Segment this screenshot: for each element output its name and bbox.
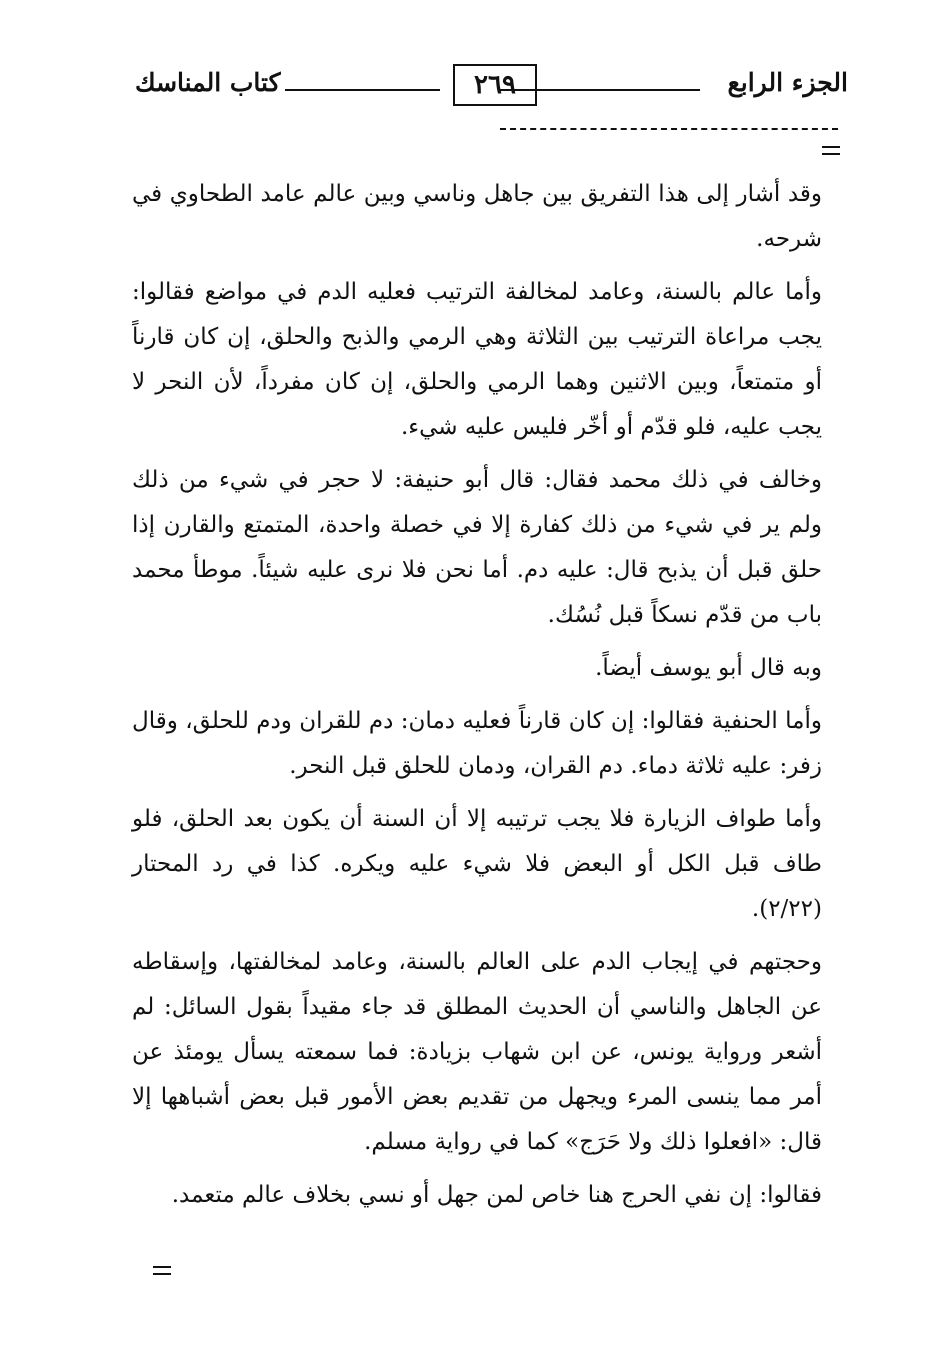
paragraph: وأما عالم بالسنة، وعامد لمخالفة الترتيب فعليه الدم في مواضع فقالوا: يجب مراعاة الترتيب بين الثلاثة وهي الرمي والذبح والحلق، إن كان قارناً أو متمتعاً، وبين الاثنين وهما الرمي والحلق، إن كان مفرداً، لأن النحر لا يجب عليه، فلو قدّم أو أخّر فليس عليه شيء. [132, 279, 822, 440]
paragraph: وحجتهم في إيجاب الدم على العالم بالسنة، وعامد لمخالفتها، وإسقاطه عن الجاهل والناسي أن الحديث المطلق قد جاء مقيداً بقول السائل: لم أشعر ورواية يونس، عن ابن شهاب بزيادة: فما سمعته يسأل يومئذ عن أمر مما ينسى المرء ويجهل من تقديم بعض الأمور قبل بعض أشباهها إلا قال: «افعلوا ذلك ولا حَرَج» كما في رواية مسلم. [132, 949, 822, 1155]
header-dashed-rule [500, 128, 838, 130]
body-text [132, 172, 822, 1226]
volume-title: الجزء الرابع [727, 68, 848, 97]
paragraph: فقالوا: إن نفي الحرج هنا خاص لمن جهل أو نسي بخلاف عالم متعمد. [171, 1182, 822, 1208]
book-title: كتاب المناسك [135, 68, 281, 97]
paragraph: وأما طواف الزيارة فلا يجب ترتيبه إلا أن السنة أن يكون بعد الحلق، فلو طاف قبل الكل أو البعض فلا شيء عليه ويكره. كذا في رد المحتار (٢/٢٢). [132, 806, 822, 922]
paragraph: وبه قال أبو يوسف أيضاً. [595, 655, 822, 681]
header-rule-left [285, 89, 440, 91]
running-header [135, 64, 848, 110]
paragraph: وخالف في ذلك محمد فقال: قال أبو حنيفة: لا حجر في شيء من ذلك ولم ير في شيء من ذلك كفارة إلا في خصلة واحدة، المتمتع والقارن إذا حلق قبل أن يذبح قال: عليه دم. أما نحن فلا نرى عليه شيئاً. موطأ محمد باب من قدّم نسكاً قبل نُسُك. [132, 467, 822, 628]
paragraph: وأما الحنفية فقالوا: إن كان قارناً فعليه دمان: دم للقران ودم للحلق، وقال زفر: عليه ثلاثة دماء. دم القران، ودمان للحلق قبل النحر. [132, 708, 822, 779]
page-number: ٢٦٩ [453, 64, 537, 106]
paragraph: وقد أشار إلى هذا التفريق بين جاهل وناسي وبين عالم عامد الطحاوي في شرحه. [132, 181, 822, 252]
section-mark-top [822, 146, 840, 155]
section-mark-bottom [153, 1266, 171, 1275]
